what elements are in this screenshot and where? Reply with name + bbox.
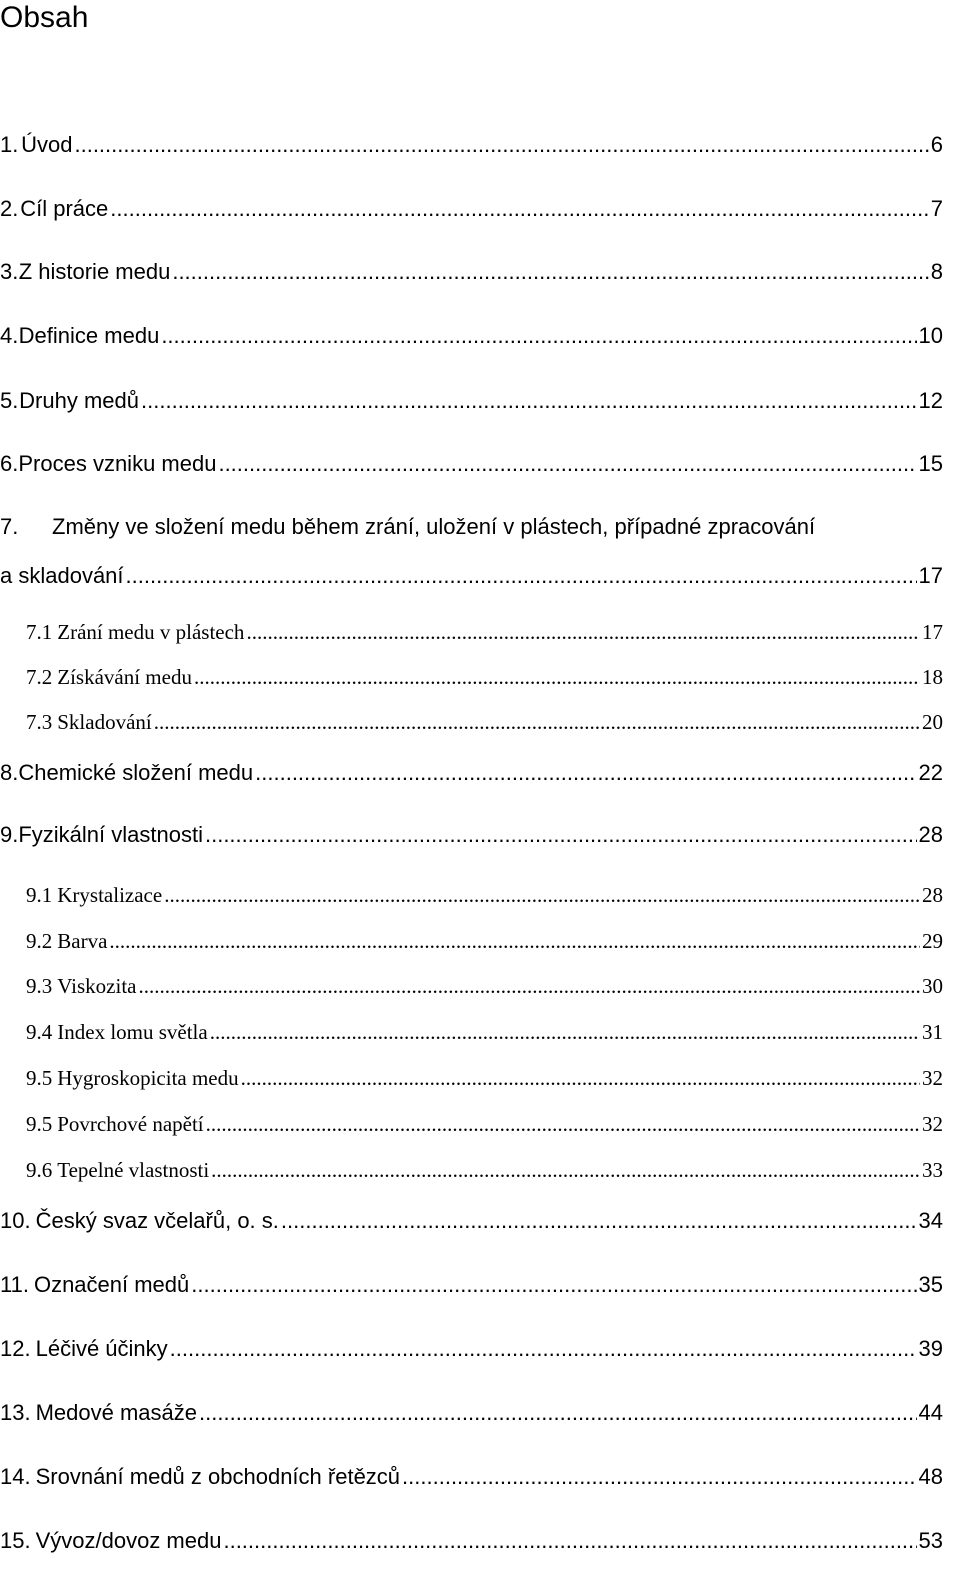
toc-label: Tepelné vlastnosti [57,1158,210,1182]
toc-label: Změny ve složení medu během zrání, uložení v plástech, případné zpracování [52,514,816,539]
dot-leader [246,620,920,645]
toc-number: 9.6 [26,1158,53,1182]
toc-page-number: 33 [922,1158,943,1182]
toc-label: Index lomu světla [57,1020,208,1044]
toc-entry[interactable] [0,196,943,222]
dot-leader [154,710,920,735]
toc-number: 7. [0,514,19,539]
dot-leader [199,1400,917,1426]
toc-page-number: 32 [922,1112,943,1136]
toc-page-number: 28 [918,822,943,847]
toc-label: Český svaz včelařů, o. s. [35,1208,279,1233]
toc-label: Chemické složení medu [18,760,254,785]
toc-number: 9.5 [26,1112,53,1136]
toc-entry[interactable] [0,1336,943,1362]
toc-page-number: 7 [930,196,943,221]
toc-page-number: 17 [918,563,943,588]
toc-page-number: 6 [930,132,943,157]
toc-page-number: 34 [918,1208,943,1233]
dot-leader [141,388,917,414]
toc-number: 7.3 [26,710,53,734]
toc-entry[interactable] [0,451,943,477]
toc-number: 12. [0,1336,31,1361]
toc-page-number: 29 [922,929,943,953]
toc-entry[interactable] [0,665,943,690]
toc-page-number: 17 [922,620,943,644]
toc-number: 8. [0,760,19,785]
dot-leader [223,1528,916,1554]
toc-label: Z historie medu [18,259,171,284]
toc-number: 9.5 [26,1066,53,1090]
toc-entry[interactable] [0,974,943,999]
toc-label: Viskozita [57,974,137,998]
toc-page-number: 8 [930,259,943,284]
toc-number: 7.2 [26,665,53,689]
dot-leader [206,1112,920,1137]
dot-leader [161,323,916,349]
dot-leader [205,822,917,848]
dot-leader [191,1272,916,1298]
toc-page-number: 22 [918,760,943,785]
toc-entry[interactable] [0,1112,943,1137]
toc-number: 11. [0,1272,29,1297]
toc-entry[interactable] [0,929,943,954]
toc-number: 9. [0,822,19,847]
toc-label: Druhy medů [19,388,140,413]
toc-label: Hygroskopicita medu [57,1066,239,1090]
toc-number: 2. [0,196,19,221]
toc-entry[interactable] [0,323,943,349]
toc-page-number: 28 [922,883,943,907]
toc-page-number: 39 [918,1336,943,1361]
toc-page-number: 32 [922,1066,943,1090]
toc-entry[interactable] [0,563,943,589]
toc-entry[interactable] [0,760,943,786]
toc-number: 14. [0,1464,31,1489]
toc-entry[interactable] [0,620,943,645]
toc-label: Vývoz/dovoz medu [35,1528,222,1553]
toc-number: 9.2 [26,929,53,953]
toc-page-number: 18 [922,665,943,689]
toc-entry[interactable] [0,1528,943,1554]
toc-page-number: 12 [918,388,943,413]
toc-label: Označení medů [33,1272,190,1297]
toc-label: Krystalizace [57,883,163,907]
toc-label: Získávání medu [57,665,192,689]
toc-entry[interactable] [0,1208,943,1234]
toc-label: Proces vzniku medu [18,451,217,476]
dot-leader [138,974,920,999]
toc-number: 15. [0,1528,31,1553]
dot-leader [402,1464,916,1490]
toc-page-number: 10 [918,323,943,348]
toc-page-number: 48 [918,1464,943,1489]
dot-leader [281,1208,917,1234]
toc-label: Úvod [21,132,73,157]
page-title: Obsah [0,1,89,34]
toc-page-number: 44 [918,1400,943,1425]
dot-leader [74,132,928,158]
dot-leader [172,259,928,285]
toc-label: Medové masáže [35,1400,198,1425]
toc-entry[interactable] [0,1020,943,1045]
toc-number: 10. [0,1208,31,1233]
toc-number: 7.1 [26,620,53,644]
dot-leader [255,760,916,786]
toc-entry[interactable] [0,883,943,908]
toc-label: Zrání medu v plástech [57,620,245,644]
toc-entry[interactable] [0,1464,943,1490]
toc-number: 9.4 [26,1020,53,1044]
dot-leader [109,929,920,954]
toc-entry[interactable] [0,1158,943,1183]
toc-entry[interactable] [0,1400,943,1426]
toc-page-number: 31 [922,1020,943,1044]
toc-label: Barva [57,929,108,953]
dot-leader [210,1020,920,1045]
toc-page-number: 53 [918,1528,943,1553]
dot-leader [110,196,928,222]
toc-entry[interactable] [0,710,943,735]
toc-label: Definice medu [18,323,160,348]
toc-label: Povrchové napětí [57,1112,204,1136]
toc-entry[interactable] [0,388,943,414]
toc-number: 13. [0,1400,31,1425]
toc-entry[interactable] [0,132,943,158]
toc-label: Skladování [57,710,152,734]
dot-leader [211,1158,920,1183]
toc-page-number: 30 [922,974,943,998]
toc-number: 6. [0,451,19,476]
toc-number: 9.3 [26,974,53,998]
toc-entry-first-line[interactable] [0,514,815,540]
dot-leader [126,563,917,589]
toc-page-number: 15 [918,451,943,476]
toc-page-number: 20 [922,710,943,734]
dot-leader [218,451,916,477]
toc-label: Cíl práce [20,196,109,221]
toc-entry[interactable] [0,259,943,285]
dot-leader [164,883,920,908]
toc-number: 9.1 [26,883,53,907]
dot-leader [194,665,920,690]
toc-number: 5. [0,388,19,413]
toc-entry[interactable] [0,1272,943,1298]
toc-page-number: 35 [918,1272,943,1297]
dot-leader [170,1336,917,1362]
toc-number: 4. [0,323,19,348]
dot-leader [241,1066,920,1091]
toc-label: Léčivé účinky [35,1336,168,1361]
toc-number: 1. [0,132,19,157]
toc-label: Fyzikální vlastnosti [18,822,203,847]
toc-label-continuation: a skladování [0,563,124,588]
toc-entry[interactable] [0,1066,943,1091]
toc-number: 3. [0,259,19,284]
toc-label: Srovnání medů z obchodních řetězců [35,1464,401,1489]
toc-entry[interactable] [0,822,943,848]
